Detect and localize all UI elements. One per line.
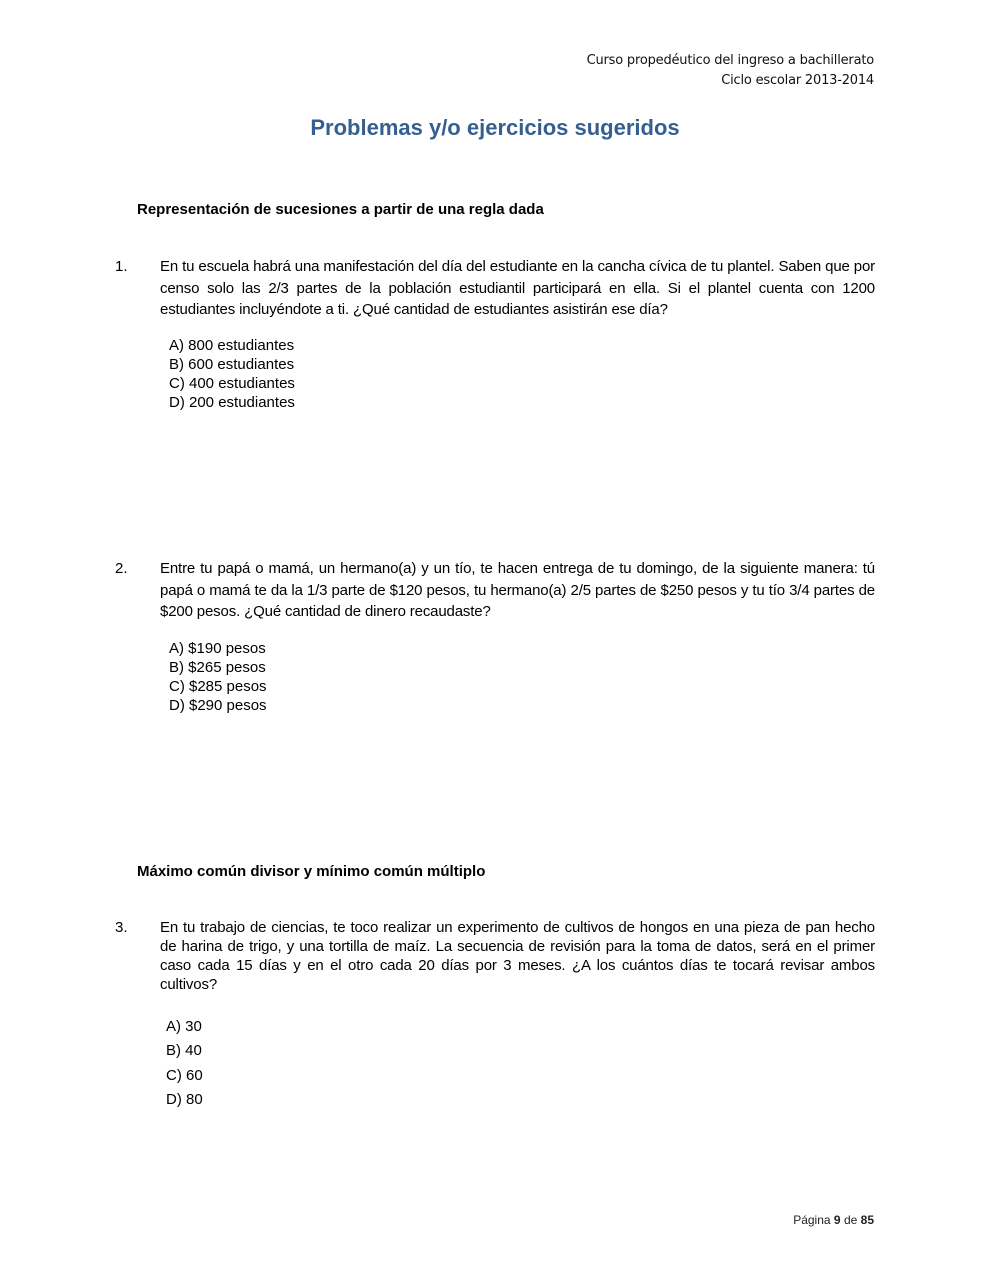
option-c: C) 400 estudiantes [169, 375, 295, 392]
problem-text: Entre tu papá o mamá, un hermano(a) y un tío, te hacen entrega de tu domingo, de la siguiente manera: tú papá o mamá te da la 1/3 parte de $120 pesos, tu hermano(a) 2/5 partes de $250 pesos y tu tío 3/4 partes de $200 pesos. ¿Qué cantidad de dinero recaudaste? [160, 560, 875, 620]
problem-1 [115, 256, 875, 321]
problem-3 [115, 918, 875, 994]
problem-3-options [166, 1015, 203, 1112]
option-c: C) $285 pesos [169, 678, 267, 695]
page-title: Problemas y/o ejercicios sugeridos [310, 115, 680, 140]
option-b: B) 40 [166, 1042, 202, 1060]
problem-text: En tu trabajo de ciencias, te toco realizar un experimento de cultivos de hongos en una pieza de pan hecho de harina de trigo, y una tortilla de maíz. La secuencia de revisión para la toma de datos, será en el primer caso cada 15 días y en el otro cada 20 días por 3 meses. ¿A los cuántos días te tocará revisar ambos cultivos? [160, 919, 875, 993]
of-label: de [843, 1213, 858, 1227]
problem-number: 2. [115, 560, 128, 577]
option-a: A) $190 pesos [169, 640, 266, 657]
section-heading-gcd-lcm: Máximo común divisor y mínimo común múltiplo [137, 863, 486, 880]
school-cycle: Ciclo escolar 2013-2014 [721, 73, 874, 88]
problem-2 [115, 558, 875, 623]
total-pages: 85 [860, 1213, 874, 1227]
problem-2-options [169, 639, 267, 715]
option-d: D) 80 [166, 1090, 203, 1108]
page-number: 9 [833, 1213, 841, 1227]
option-a: A) 800 estudiantes [169, 337, 295, 354]
section-heading-sequences: Representación de sucesiones a partir de una regla dada [137, 201, 544, 218]
page-header [587, 51, 874, 91]
option-c: C) 60 [166, 1066, 203, 1084]
option-a: A) 30 [166, 1018, 202, 1035]
problem-number: 1. [115, 258, 128, 275]
option-b: B) $265 pesos [169, 659, 266, 676]
problem-number: 3. [115, 919, 128, 936]
option-b: B) 600 estudiantes [169, 356, 295, 373]
page-label: Página [793, 1213, 831, 1227]
page-footer [793, 1213, 874, 1227]
option-d: D) 200 estudiantes [169, 394, 295, 411]
problem-1-options [169, 336, 295, 412]
course-title: Curso propedéutico del ingreso a bachillerato [586, 53, 874, 68]
problem-text: En tu escuela habrá una manifestación del día del estudiante en la cancha cívica de tu plantel. Saben que por censo solo las 2/3 partes de la población estudiantil participará en ella. Si el plantel cuenta con 1200 estudiantes incluyéndote a ti. ¿Qué cantidad de estudiantes asistirán ese día? [160, 258, 875, 318]
option-d: D) $290 pesos [169, 697, 267, 714]
